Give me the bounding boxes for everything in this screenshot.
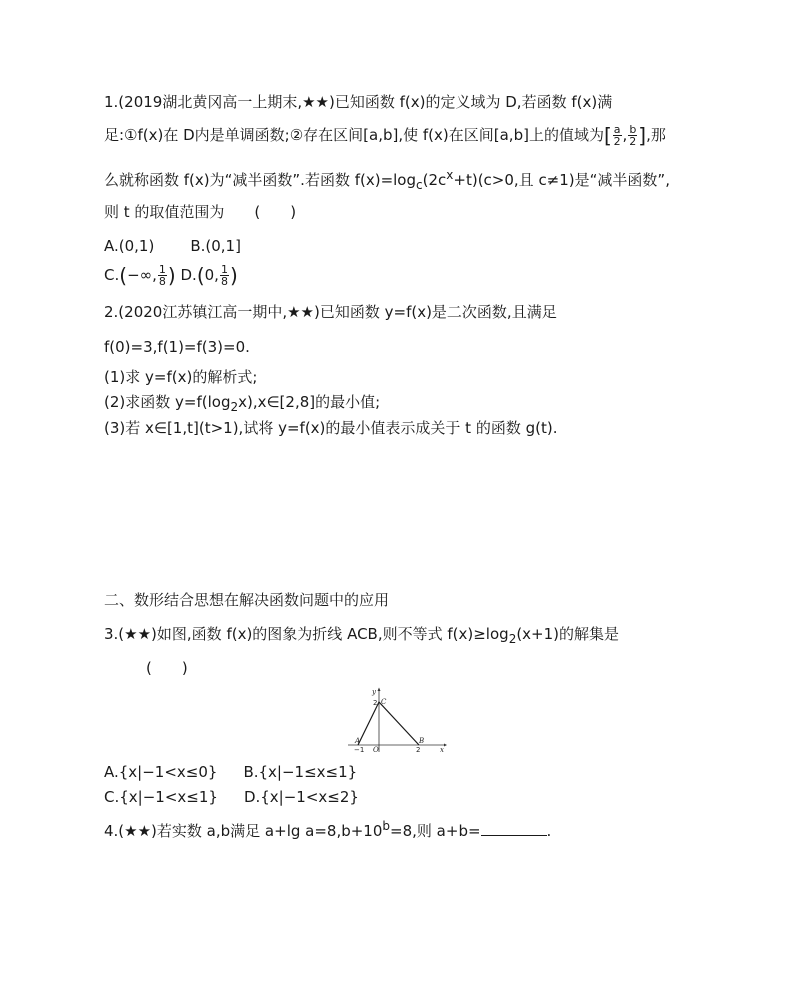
q1-option-c: C.(−∞, $\frac{1}{8}$ ) — [104, 263, 176, 288]
label-a: A — [355, 737, 361, 745]
q2-part-3: (3)若 x∈[1,t](t>1),试将 y=f(x)的最小值表示成关于 t 的函数 g(t). — [104, 419, 558, 437]
label-origin: O — [373, 746, 379, 754]
q3-option-b: B.{x|−1≤x≤1} — [243, 763, 358, 781]
fraction-one-eighth: $\frac{1}{8}$ — [158, 263, 166, 288]
q1-option-d: D.(0, $\frac{1}{8}$ ) — [180, 263, 238, 288]
label-neg1: −1 — [354, 746, 365, 754]
q3-figure-graph — [344, 686, 448, 754]
q3-line-1: 3.(★★)如图,函数 f(x)的图象为折线 ACB,则不等式 $f(x)\ge\log_2(x+1)$的解集是 — [104, 625, 620, 646]
q1-line-4: 则 t 的取值范围为 ( ) — [104, 203, 297, 221]
fraction-a-over-2: $\frac{a}{2}$ — [613, 123, 621, 148]
section-heading: 二、数形结合思想在解决函数问题中的应用 — [104, 591, 390, 609]
q2-part-2: (2)求函数 $y=f(\log_2x),x\in[2,8]$的最小值; — [104, 393, 381, 414]
label-two-y: 2 — [373, 699, 378, 707]
q3-option-a: A.{x|−1<x≤0} — [104, 763, 218, 781]
label-c: C — [381, 698, 387, 706]
q1-options-ab — [104, 236, 241, 256]
q1-options-cd — [104, 262, 238, 289]
polyline-acb — [358, 702, 419, 745]
q1-line-1: 1.(2019湖北黄冈高一上期末,★★)已知函数 f(x)的定义域为 D,若函数 f(x)满 — [104, 93, 613, 111]
fraction-b-over-2: $\frac{b}{2}$ — [629, 123, 637, 148]
fraction-one-eighth: $\frac{1}{8}$ — [220, 263, 228, 288]
q3-options-cd — [104, 787, 359, 807]
label-y: y — [372, 688, 376, 696]
q4-line: 4.(★★)若实数 a,b满足 a+lg $a=8,b+10^b=8$,则 a+b= . — [104, 819, 552, 840]
q2-line-2: f(0)=3,f(1)=f(3)=0. — [104, 338, 250, 356]
y-axis-arrow — [378, 688, 381, 692]
answer-blank[interactable] — [481, 821, 547, 836]
q1-option-a: A.(0,1) — [104, 237, 155, 255]
q3-answer-bracket: ( ) — [146, 659, 188, 677]
q3-option-c: C.{x|−1<x≤1} — [104, 788, 218, 806]
label-b: B — [419, 737, 425, 745]
q3-option-d: D.{x|−1<x≤2} — [243, 788, 359, 806]
q1-line-2: 足:①f(x)在 D内是单调函数;②存在区间[a,b],使 f(x)在区间[a,b]上的值域为[ $\frac{a}{2}$ , $\frac{b}{2}$ ],那 — [104, 123, 666, 148]
q2-part-1: (1)求 y=f(x)的解析式; — [104, 368, 258, 386]
q1-line-3: 么就称函数 f(x)为“减半函数”.若函数 $f(x)=\log_c(2c^x+t)(c>0$,且 c≠1)是“减半函数”, — [104, 168, 670, 192]
q1-option-b: B.(0,1] — [190, 237, 241, 255]
q3-options-ab — [104, 762, 357, 782]
label-two-x: 2 — [416, 746, 421, 754]
label-x: x — [440, 746, 444, 754]
x-axis-arrow — [444, 744, 447, 747]
q2-line-1: 2.(2020江苏镇江高一期中,★★)已知函数 y=f(x)是二次函数,且满足 — [104, 303, 557, 321]
